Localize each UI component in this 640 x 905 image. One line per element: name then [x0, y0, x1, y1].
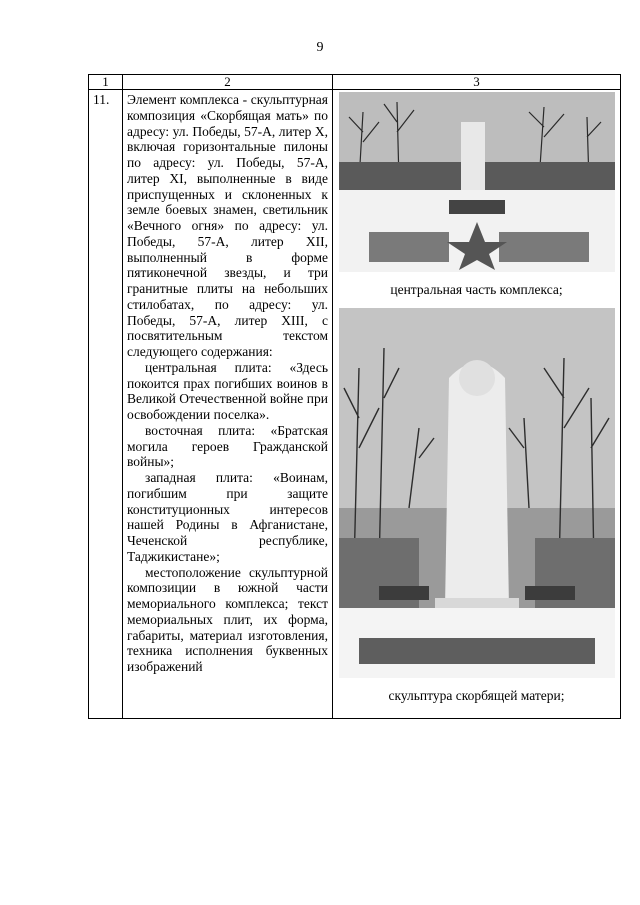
photo-central-complex: [339, 92, 615, 272]
description-paragraph-west-plate: западная плита: «Воинам, погибшим при защите конституционных интересов нашей Родины в Афганистане, Чеченской республике, Таджикистане»;: [127, 470, 328, 564]
row-number: 11.: [89, 90, 123, 719]
description-cell: [123, 90, 333, 719]
description-paragraph-central-plate: центральная плита: «Здесь покоится прах погибших воинов в Великой Отечественной войне при освобождении поселка».: [127, 359, 328, 422]
page-number: 9: [316, 40, 324, 55]
description-paragraph-location: местоположение скульптурной композиции в южной части мемориального комплекса; текст мемориальных плит, их форма, габариты, материал изготовления, техника исполнения буквенных изображений: [127, 564, 328, 674]
header-col-2: 2: [123, 75, 333, 90]
photo-caption-mother: скульптура скорбящей матери;: [388, 687, 565, 703]
monument-table: [88, 74, 621, 719]
photo-mourning-mother: [339, 308, 615, 678]
photo-caption-central: центральная часть комплекса;: [390, 282, 563, 297]
header-col-3: 3: [333, 75, 621, 90]
description-paragraph-east-plate: восточная плита: «Братская могила героев Гражданской войны»;: [127, 422, 328, 470]
table-row: [89, 90, 621, 719]
table-header-row: [89, 75, 621, 90]
header-col-1: 1: [89, 75, 123, 90]
photos-cell: [333, 90, 621, 719]
description-paragraph-main: Элемент комплекса - скульптурная композиция «Скорбящая мать» по адресу: ул. Победы, 57-А, литер X, включая горизонтальные пилоны по адресу: ул. Победы, 57-А, литер XI, выполненные в виде приспущенных и склоненных к земле боевых знамен, светильник «Вечного огня» по адресу: ул. Победы, 57-А, литер XII, выполненный в форме пятиконечной звезды, и три гранитные плиты на небольших стилобатах, по адресу: ул. Победы, 57-А, литер XIII, с посвятительным текстом следующего содержания:: [127, 92, 328, 359]
